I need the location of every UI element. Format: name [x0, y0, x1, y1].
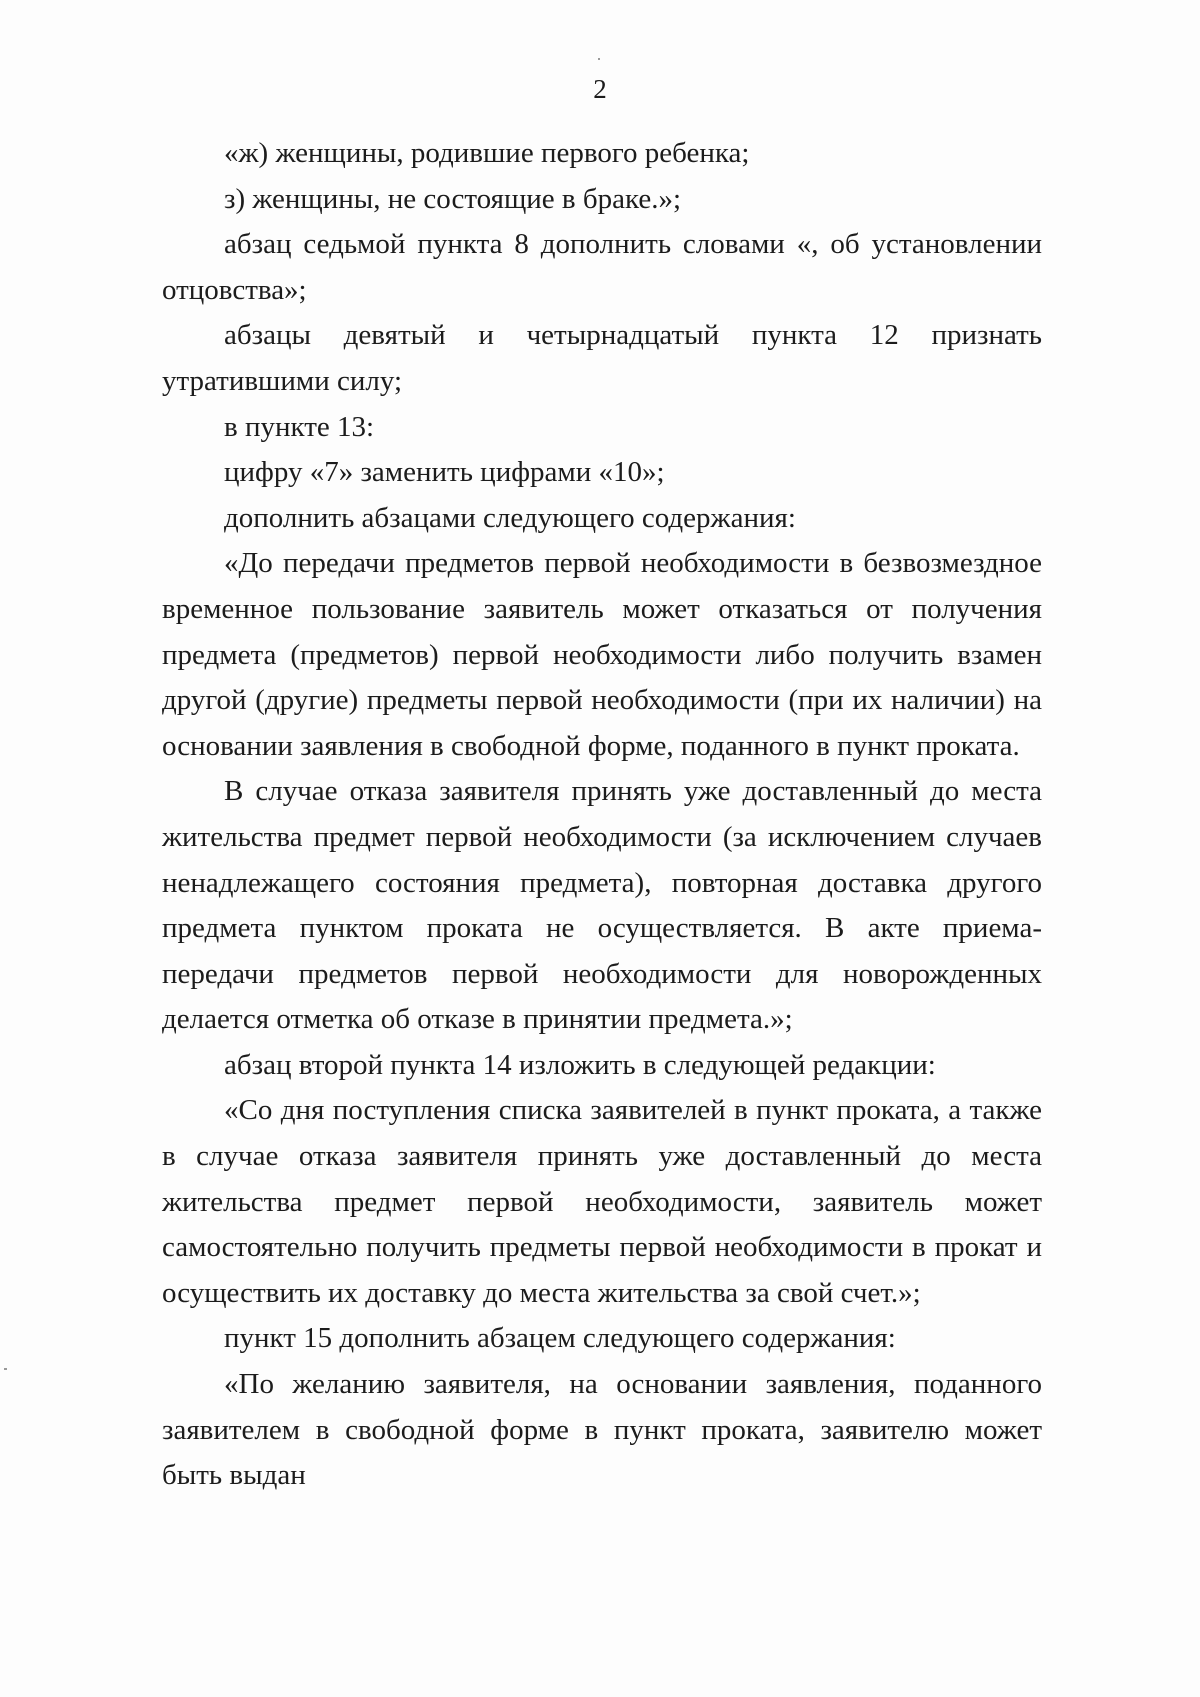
paragraph: абзацы девятый и четырнадцатый пункта 12 признать утратившими силу;: [162, 319, 1042, 397]
scan-dot: [4, 1368, 7, 1370]
paragraph: «До передачи предметов первой необходимости в безвозмездное временное пользование заявитель может отказаться от получения предмета (предметов) первой необходимости либо получить взамен другой (другие) предметы первой необходимости (при их наличии) на основании заявления в свободной форме, поданного в пункт проката.: [162, 547, 1042, 762]
paragraph: цифру «7» заменить цифрами «10»;: [224, 456, 665, 489]
paragraph: «ж) женщины, родившие первого ребенка;: [224, 137, 750, 169]
page-number: 2: [593, 74, 607, 104]
paragraph: абзац второй пункта 14 изложить в следующей редакции:: [224, 1048, 936, 1081]
paragraph: «Со дня поступления списка заявителей в пункт проката, а также в случае отказа заявителя принять уже доставленный до места жительства предмет первой необходимости, заявитель может самостоятельно получить предметы первой необходимости в прокат и осуществить их доставку до места жительства за свой счет.»;: [162, 1094, 1042, 1309]
paragraph: дополнить абзацами следующего содержания:: [224, 501, 796, 534]
paragraph: з) женщины, не состоящие в браке.»;: [224, 182, 682, 215]
paragraph: «По желанию заявителя, на основании заявления, поданного заявителем в свободной форме в пункт проката, заявителю может быть выдан: [162, 1368, 1042, 1492]
scan-dot: [598, 58, 600, 60]
paragraph: абзац седьмой пункта 8 дополнить словами «, об установлении отцовства»;: [162, 228, 1042, 306]
paragraph: В случае отказа заявителя принять уже доставленный до места жительства предмет первой необходимости (за исключением случаев ненадлежащего состояния предмета), повторная доставка другого предмета пунктом проката не осуществляется. В акте приема-передачи предметов первой необходимости для новорожденных делается отметка об отказе в принятии предмета.»;: [162, 775, 1042, 1036]
document-body: [162, 131, 1042, 1499]
paragraph: в пункте 13:: [224, 410, 375, 443]
paragraph: пункт 15 дополнить абзацем следующего содержания:: [224, 1322, 896, 1355]
